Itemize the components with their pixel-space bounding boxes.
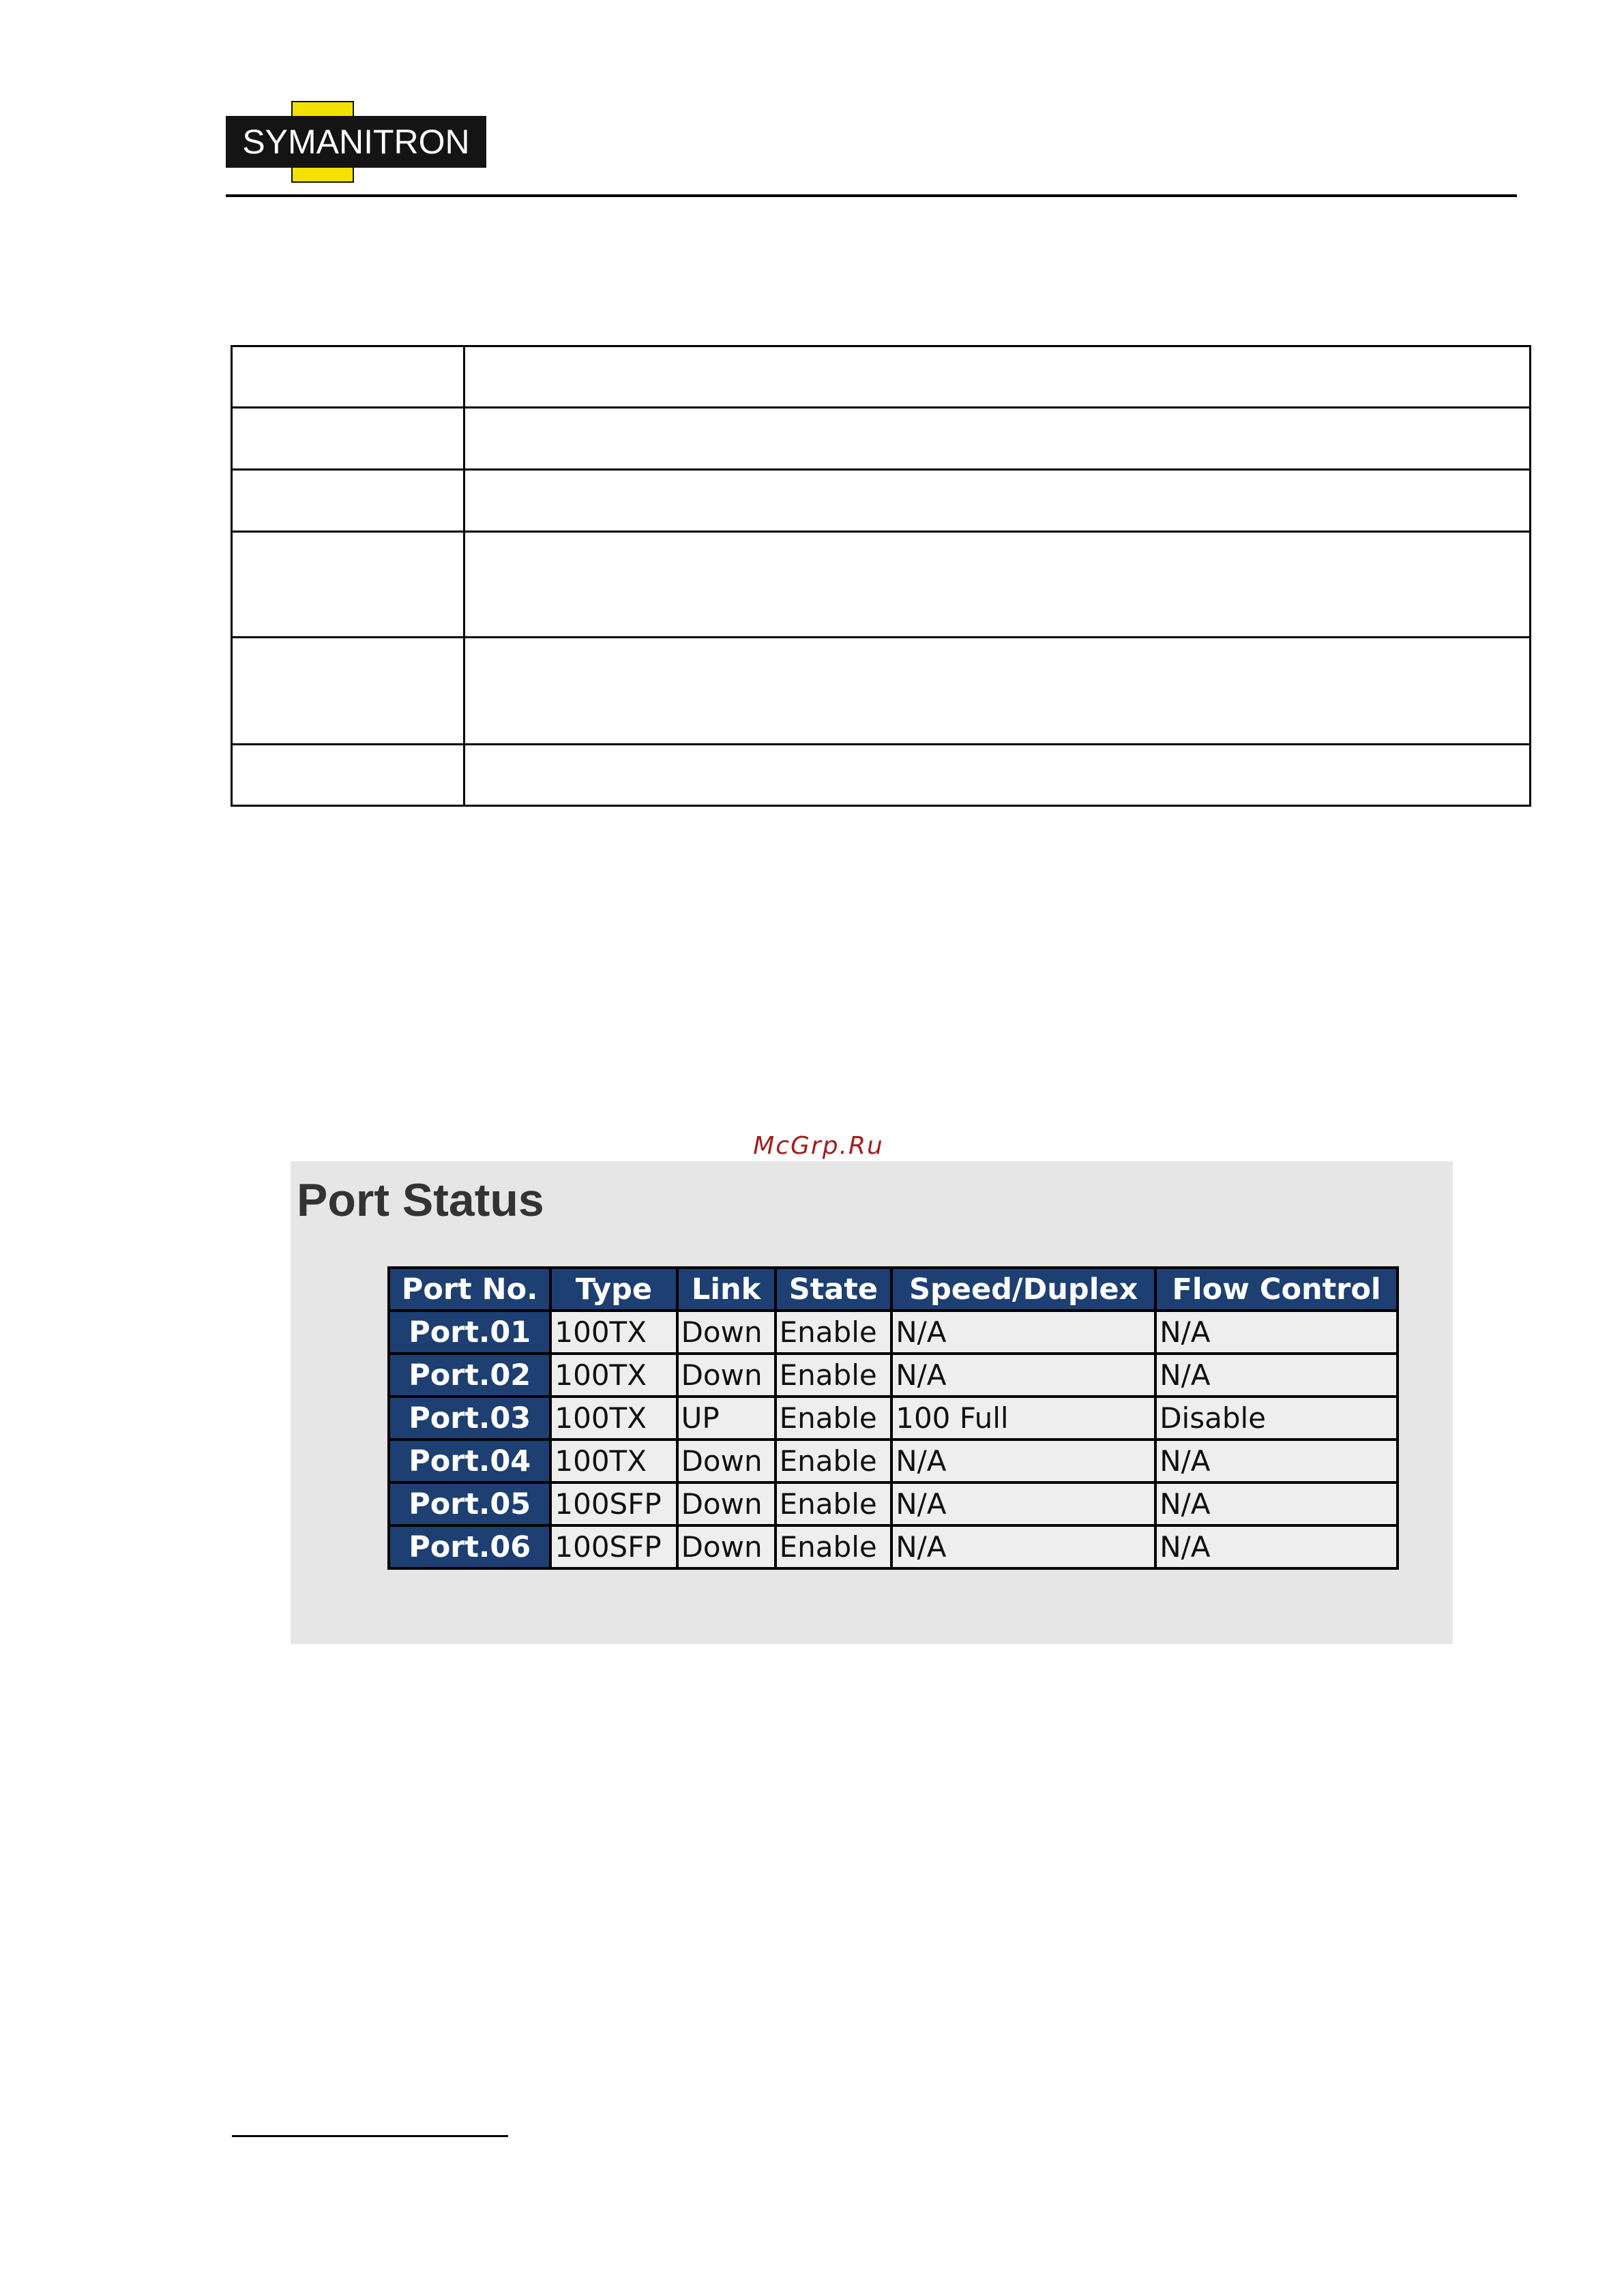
table-header-row xyxy=(390,1269,1396,1309)
cell-flow-control: N/A xyxy=(1157,1441,1396,1481)
cell-link: Down xyxy=(679,1527,774,1567)
table-row xyxy=(390,1398,1396,1438)
company-logo xyxy=(226,101,486,183)
watermark: McGrp.Ru xyxy=(753,1132,884,1160)
cell-link: Down xyxy=(679,1484,774,1524)
cell-speed-duplex: 100 Full xyxy=(893,1398,1154,1438)
cell-state: Enable xyxy=(777,1398,891,1438)
logo-text: SYMANITRON xyxy=(242,123,470,161)
cell-flow-control: Disable xyxy=(1157,1398,1396,1438)
cell-speed-duplex: N/A xyxy=(893,1441,1154,1481)
column-header-flow-control: Flow Control xyxy=(1157,1269,1396,1309)
cell-flow-control: N/A xyxy=(1157,1312,1396,1352)
table-row xyxy=(390,1312,1396,1352)
definition-row xyxy=(232,638,1531,745)
footnote-divider xyxy=(232,2135,508,2137)
definition-row xyxy=(232,745,1531,806)
header-divider xyxy=(226,194,1517,197)
column-header-link: Link xyxy=(679,1269,774,1309)
cell-flow-control: N/A xyxy=(1157,1355,1396,1395)
cell-port-no: Port.01 xyxy=(390,1312,549,1352)
cell-speed-duplex: N/A xyxy=(893,1312,1154,1352)
column-header-type: Type xyxy=(552,1269,675,1309)
cell-link: Down xyxy=(679,1312,774,1352)
cell-type: 100TX xyxy=(552,1312,675,1352)
cell-type: 100TX xyxy=(552,1355,675,1395)
cell-flow-control: N/A xyxy=(1157,1527,1396,1567)
cell-state: Enable xyxy=(777,1312,891,1352)
cell-link: UP xyxy=(679,1398,774,1438)
port-status-panel xyxy=(291,1161,1453,1644)
cell-link: Down xyxy=(679,1355,774,1395)
cell-port-no: Port.02 xyxy=(390,1355,549,1395)
column-header-port-no: Port No. xyxy=(390,1269,549,1309)
table-row xyxy=(390,1441,1396,1481)
cell-port-no: Port.03 xyxy=(390,1398,549,1438)
cell-type: 100SFP xyxy=(552,1527,675,1567)
cell-state: Enable xyxy=(777,1484,891,1524)
cell-port-no: Port.04 xyxy=(390,1441,549,1481)
table-row xyxy=(390,1355,1396,1395)
cell-flow-control: N/A xyxy=(1157,1484,1396,1524)
definition-table xyxy=(231,345,1531,807)
cell-type: 100SFP xyxy=(552,1484,675,1524)
cell-state: Enable xyxy=(777,1527,891,1567)
cell-state: Enable xyxy=(777,1441,891,1481)
cell-state: Enable xyxy=(777,1355,891,1395)
table-row xyxy=(390,1484,1396,1524)
cell-speed-duplex: N/A xyxy=(893,1355,1154,1395)
cell-type: 100TX xyxy=(552,1441,675,1481)
port-status-table xyxy=(387,1266,1399,1570)
cell-link: Down xyxy=(679,1441,774,1481)
panel-title: Port Status xyxy=(297,1174,544,1226)
column-header-speed-duplex: Speed/Duplex xyxy=(893,1269,1154,1309)
column-header-state: State xyxy=(777,1269,891,1309)
definition-row xyxy=(232,408,1531,470)
cell-type: 100TX xyxy=(552,1398,675,1438)
definition-row xyxy=(232,532,1531,638)
cell-port-no: Port.06 xyxy=(390,1527,549,1567)
cell-speed-duplex: N/A xyxy=(893,1527,1154,1567)
definition-row xyxy=(232,346,1531,408)
cell-port-no: Port.05 xyxy=(390,1484,549,1524)
table-row xyxy=(390,1527,1396,1567)
cell-speed-duplex: N/A xyxy=(893,1484,1154,1524)
definition-row xyxy=(232,470,1531,532)
